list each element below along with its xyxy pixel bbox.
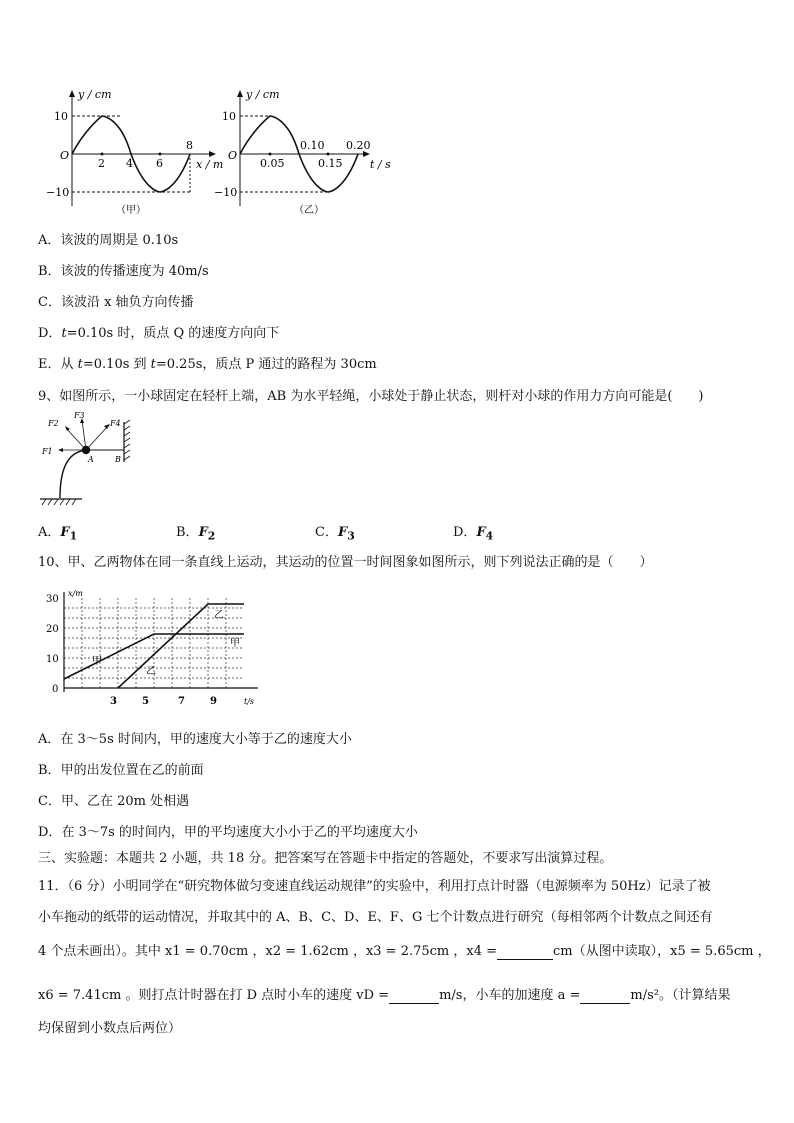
x4-answer-blank[interactable] [497,944,553,960]
q10-ytick-0: 0 [52,684,59,695]
yi-origin: O [228,149,238,162]
q8-option-d: D．t=0.10s 时，质点 Q 的速度方向向下 [38,326,280,341]
q10-xtick-7: 7 [178,696,185,707]
q11-line5: 均保留到小数点后两位） [38,1021,182,1036]
q8-option-b: B．该波的传播速度为 40m/s [38,264,209,279]
q10-option-a: A．在 3～5s 时间内，甲的速度大小等于乙的速度大小 [38,732,352,747]
q11-line3: 4 个点未画出）。其中 x1 = 0.70cm ，x2 = 1.62cm ，x3 = 2.75cm ，x4 = cm（从图中读取），x5 = 5.65cm ， [38,944,771,959]
label-f1: F1 [42,447,53,456]
q10-xtick-3: 3 [110,696,117,707]
q10-label-yi-middle: 乙 [146,666,156,677]
q10-ytick-20: 20 [46,624,59,635]
yi-tick-neg10: −10 [214,186,238,199]
q8-option-a: A．该波的周期是 0.10s [38,233,179,248]
label-f3: F3 [74,411,85,420]
label-a: A [88,455,94,464]
yi-ttick-010: 0.10 [300,139,325,152]
q8-option-c: C．该波沿 x 轴负方向传播 [38,295,194,310]
jia-origin: O [60,149,70,162]
yi-ttick-005: 0.05 [260,157,285,170]
jia-tick-neg10: −10 [46,186,70,199]
q9-option-d: D．$F_4$ [453,525,494,543]
q11-line4: x6 = 7.41cm 。则打点计时器在打 D 点时小车的速度 vD = m/s，小车的加速度 a = m/s²。（计算结果 [38,988,731,1003]
jia-y-label: y / cm [78,88,112,101]
jia-xtick-8: 8 [186,139,193,152]
q10-label-jia-right: 甲 [230,638,240,649]
q10-x-label: t/s [244,697,255,706]
q9-option-a: A．$F_1$ [38,525,78,543]
wave-graph-jia [46,86,230,216]
a-answer-blank[interactable] [580,988,630,1004]
q10-ytick-30: 30 [46,594,59,605]
yi-x-label: t / s [370,158,391,171]
yi-caption: （乙） [294,205,324,216]
q10-ytick-10: 10 [46,654,59,665]
jia-caption: （甲） [116,205,146,216]
q10-xtick-5: 5 [142,696,149,707]
vibration-graph-yi [214,86,398,216]
q10-label-yi-top: 乙 [214,610,224,621]
q10-option-b: B．甲的出发位置在乙的前面 [38,763,204,778]
label-f2: F2 [48,419,59,428]
q11-line2: 小车拖动的纸带的运动情况，并取其中的 A、B、C、D、E、F、G 七个计数点进行研究（每相邻两个计数点之间还有 [38,910,713,925]
q10-y-label: x/m [68,589,83,598]
vD-answer-blank[interactable] [389,988,439,1004]
jia-xtick-2: 2 [98,157,105,170]
yi-ttick-015: 0.15 [318,157,343,170]
label-f4: F4 [110,419,121,428]
yi-tick-10: 10 [222,110,236,123]
jia-x-label: x / m [196,158,224,171]
section3-heading: 三、实验题：本题共 2 小题，共 18 分。把答案写在答题卡中指定的答题处，不要求写出演算过程。 [38,851,613,866]
q9-option-c: C．$F_3$ [315,525,355,543]
q10-position-time-graph [38,588,268,716]
yi-ttick-020: 0.20 [346,139,371,152]
q9-stem: 9、如图所示，一小球固定在轻杆上端，AB 为水平轻绳，小球处于静止状态，则杆对小球的作用力方向可能是( ) [38,389,704,404]
q9-force-figure [38,408,148,508]
jia-xtick-4: 4 [126,157,133,170]
q10-label-jia-left: 甲 [92,656,102,667]
label-b: B [115,455,121,464]
q10-xtick-9: 9 [210,696,217,707]
yi-y-label: y / cm [246,88,280,101]
q10-option-d: D．在 3～7s 的时间内，甲的平均速度大小小于乙的平均速度大小 [38,825,418,840]
q10-stem: 10、甲、乙两物体在同一条直线上运动，其运动的位置一时间图象如图所示，则下列说法正确的是（ ） [38,555,653,570]
q10-option-c: C．甲、乙在 20m 处相遇 [38,794,190,809]
q9-option-b: B．$F_2$ [176,525,216,543]
jia-xtick-6: 6 [156,157,163,170]
q8-option-e: E．从 t=0.10s 到 t=0.25s，质点 P 通过的路程为 30cm [38,357,377,372]
q11-line1: 11．（6 分）小明同学在“研究物体做匀变速直线运动规律”的实验中，利用打点计时器（电源频率为 50Hz）记录了被 [38,879,711,894]
jia-tick-10: 10 [54,110,68,123]
